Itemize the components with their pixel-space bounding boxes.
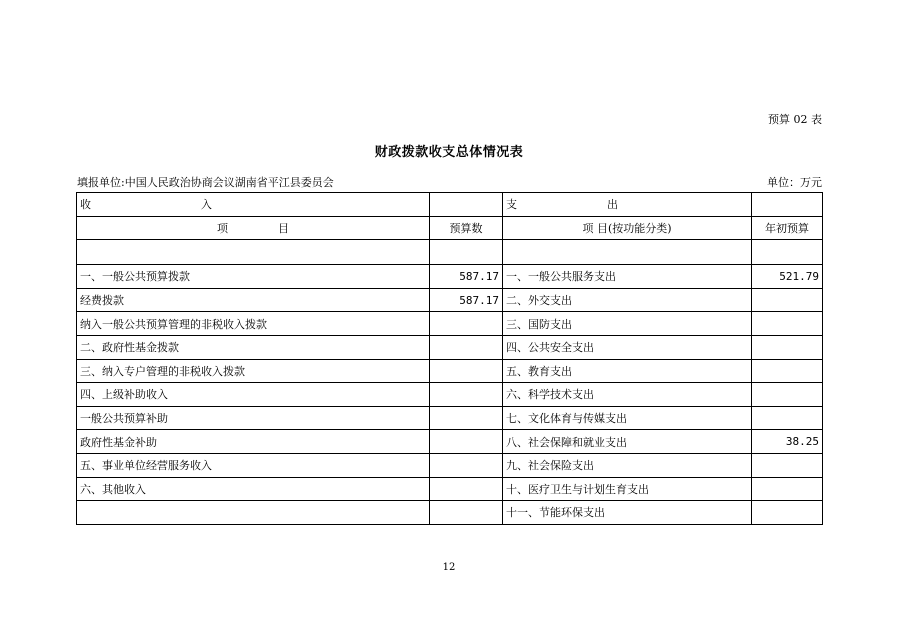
- table-row: [77, 406, 823, 430]
- income-item-cell: 二、政府性基金拨款: [77, 335, 430, 359]
- income-item-cell: 一般公共预算补助: [77, 406, 430, 430]
- initial-budget-header: 年初预算: [752, 216, 823, 240]
- income-item-cell: 一、一般公共预算拨款: [77, 265, 430, 289]
- page-number: 12: [442, 562, 456, 573]
- expense-char-2: 出: [607, 198, 618, 212]
- budget-amount-cell: [430, 477, 503, 501]
- expense-char-1: 支: [506, 198, 517, 212]
- expense-item-cell: 九、社会保险支出: [503, 453, 752, 477]
- budget-amount-cell: [430, 312, 503, 336]
- expense-section-header: [503, 193, 752, 217]
- expense-item-cell: 三、国防支出: [503, 312, 752, 336]
- budget-amount-header: 预算数: [430, 216, 503, 240]
- initial-budget-cell: [752, 383, 823, 407]
- table-row: [77, 501, 823, 525]
- table-row: [77, 383, 823, 407]
- income-item-cell: [77, 501, 430, 525]
- income-item-cell: [77, 240, 430, 265]
- budget-amount-cell: [430, 383, 503, 407]
- income-item-cell: 六、其他收入: [77, 477, 430, 501]
- table-row: [77, 477, 823, 501]
- income-item-cell: 五、事业单位经营服务收入: [77, 453, 430, 477]
- header-row-section: [77, 193, 823, 217]
- table-row: [77, 430, 823, 454]
- expense-item-cell: 五、教育支出: [503, 359, 752, 383]
- currency-unit: 单位：万元: [767, 176, 822, 189]
- filler-unit: 填报单位:中国人民政治协商会议湖南省平江县委员会: [77, 176, 334, 189]
- budget-amount-cell: 587.17: [430, 265, 503, 289]
- initial-budget-cell: [752, 335, 823, 359]
- table-row: [77, 312, 823, 336]
- expense-section-blank: [752, 193, 823, 217]
- income-section-header: [77, 193, 430, 217]
- initial-budget-cell: 38.25: [752, 430, 823, 454]
- initial-budget-cell: [752, 453, 823, 477]
- expense-item-cell: 六、科学技术支出: [503, 383, 752, 407]
- table-row: [77, 335, 823, 359]
- income-item-cell: 四、上级补助收入: [77, 383, 430, 407]
- income-section-blank: [430, 193, 503, 217]
- budget-amount-cell: [430, 359, 503, 383]
- income-char-1: 收: [80, 198, 91, 212]
- table-row: [77, 359, 823, 383]
- expense-item-header: 项 目(按功能分类): [503, 216, 752, 240]
- budget-amount-cell: [430, 335, 503, 359]
- budget-amount-cell: [430, 240, 503, 265]
- table-body: [77, 240, 823, 525]
- unit-row: [77, 174, 822, 190]
- budget-amount-cell: [430, 501, 503, 525]
- income-char-2: 入: [201, 198, 212, 212]
- income-item-cell: 纳入一般公共预算管理的非税收入拨款: [77, 312, 430, 336]
- income-item-header: [77, 216, 430, 240]
- table-row: [77, 240, 823, 265]
- budget-amount-cell: [430, 453, 503, 477]
- initial-budget-cell: [752, 240, 823, 265]
- form-code: 预算 02 表: [768, 113, 822, 126]
- expense-item-cell: 四、公共安全支出: [503, 335, 752, 359]
- page-title: 财政拨款收支总体情况表: [374, 145, 524, 160]
- income-item-cell: 三、纳入专户管理的非税收入拨款: [77, 359, 430, 383]
- income-item-cell: 政府性基金补助: [77, 430, 430, 454]
- expense-item-cell: 一、一般公共服务支出: [503, 265, 752, 289]
- item-char-2: 目: [278, 221, 289, 235]
- budget-amount-cell: 587.17: [430, 288, 503, 312]
- initial-budget-cell: [752, 312, 823, 336]
- expense-item-cell: 十一、节能环保支出: [503, 501, 752, 525]
- initial-budget-cell: 521.79: [752, 265, 823, 289]
- initial-budget-cell: [752, 501, 823, 525]
- expense-item-cell: 二、外交支出: [503, 288, 752, 312]
- income-item-cell: 经费拨款: [77, 288, 430, 312]
- header-row-columns: [77, 216, 823, 240]
- budget-amount-cell: [430, 406, 503, 430]
- expense-item-cell: [503, 240, 752, 265]
- table-row: [77, 288, 823, 312]
- item-char-1: 项: [217, 221, 228, 235]
- expense-item-cell: 八、社会保障和就业支出: [503, 430, 752, 454]
- finance-table: [76, 192, 823, 525]
- expense-item-cell: 七、文化体育与传媒支出: [503, 406, 752, 430]
- table-row: [77, 265, 823, 289]
- initial-budget-cell: [752, 406, 823, 430]
- initial-budget-cell: [752, 359, 823, 383]
- table-row: [77, 453, 823, 477]
- initial-budget-cell: [752, 477, 823, 501]
- budget-amount-cell: [430, 430, 503, 454]
- initial-budget-cell: [752, 288, 823, 312]
- expense-item-cell: 十、医疗卫生与计划生育支出: [503, 477, 752, 501]
